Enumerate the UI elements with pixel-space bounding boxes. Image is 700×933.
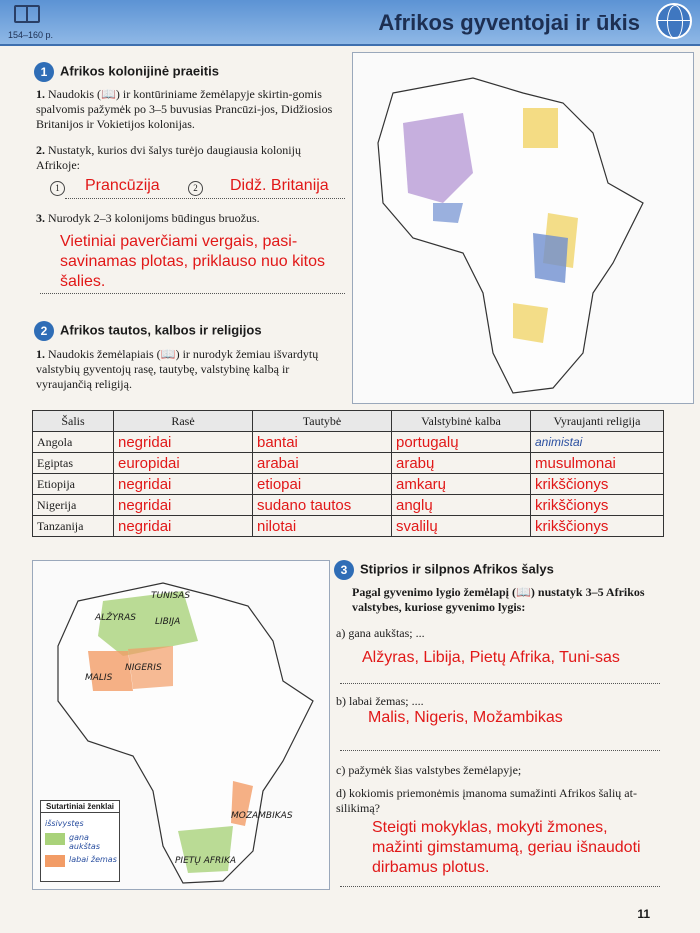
question-3-b: b) labai žemas; .... — [336, 694, 424, 708]
page-number: 11 — [637, 907, 650, 921]
answer-row-2b: 2 — [188, 180, 203, 196]
question-1-2: 2. Nustatyk, kurios dvi šalys turėjo daugiausia kolonijų Afrikoje: — [36, 143, 301, 172]
question-1-1: 1. Naudokis (📖) ir kontūriniame žemėlapyje skirtin-gomis spalvomis pažymėk po 3–5 buvusias Prancūzi-jos, Didžiosios Britanijos ir Vokietijos kolonijas. — [36, 87, 333, 131]
country-cell: Angola — [33, 432, 114, 453]
section-title: Stiprios ir silpnos Afrikos šalys — [360, 561, 554, 577]
answer-line — [65, 198, 345, 199]
west-colonies — [433, 203, 463, 223]
label-libya: LIBIJA — [155, 617, 181, 627]
table-header-row — [33, 411, 664, 432]
religion-cell: krikščionys — [531, 516, 664, 537]
section-number: 2 — [34, 321, 54, 341]
nation-cell: nilotai — [253, 516, 392, 537]
legend-item-2: gana aukštas — [69, 833, 100, 851]
question-1-3: 3. Nurodyk 2–3 kolonijoms būdingus bruožus. — [36, 211, 260, 225]
religion-cell: krikščionys — [531, 495, 664, 516]
language-cell: portugalų — [392, 432, 531, 453]
africa-outline-map — [353, 53, 693, 403]
country-cell: Egiptas — [33, 453, 114, 474]
col-country: Šalis — [33, 411, 114, 432]
page-header — [0, 0, 700, 46]
country-cell: Nigerija — [33, 495, 114, 516]
table-row — [33, 516, 664, 537]
book-icon — [14, 5, 40, 23]
page-title: Afrikos gyventojai ir ūkis — [378, 10, 640, 35]
colonial-map — [352, 52, 694, 404]
map-legend — [40, 800, 120, 882]
question-3-c: c) pažymėk šias valstybes žemėlapyje; — [336, 763, 522, 777]
legend-swatch-orange — [45, 855, 65, 867]
language-cell: svalilų — [392, 516, 531, 537]
legend-title: Sutartiniai ženklai — [41, 801, 119, 813]
answer-2-1: Prancūzija — [85, 177, 160, 194]
col-religion: Vyraujanti religija — [531, 411, 664, 432]
table-row — [33, 495, 664, 516]
answer-row-2: 1 — [50, 180, 65, 196]
south-colony — [513, 303, 548, 343]
nation-cell: etiopai — [253, 474, 392, 495]
nation-cell: sudano tautos — [253, 495, 392, 516]
table-row — [33, 432, 664, 453]
peoples-table — [32, 410, 664, 537]
language-cell: arabų — [392, 453, 531, 474]
page-reference: 154–160 p. — [8, 30, 54, 40]
religion-cell: musulmonai — [531, 453, 664, 474]
section-1-heading — [34, 62, 219, 82]
nation-cell: arabai — [253, 453, 392, 474]
race-cell: negridai — [114, 516, 253, 537]
section-title: Afrikos kolonijinė praeitis — [60, 63, 219, 79]
legend-item-3: labai žemas — [69, 855, 117, 864]
religion-cell: animistai — [531, 432, 664, 453]
language-cell: amkarų — [392, 474, 531, 495]
answer-3-b: Malis, Nigeris, Možambikas — [368, 709, 563, 726]
section-number: 1 — [34, 62, 54, 82]
table-row — [33, 474, 664, 495]
answer-2-2: Didž. Britanija — [230, 177, 329, 194]
question-3-a: a) gana aukštas; ... — [336, 626, 425, 640]
answer-line — [40, 293, 345, 294]
globe-icon — [656, 3, 692, 39]
col-nation: Tautybė — [253, 411, 392, 432]
answer-3-d: Steigti mokyklas, mokyti žmones, mažinti gimstamumą, geriau išnaudoti dirbamus plotus. — [372, 819, 641, 876]
religion-cell: krikščionys — [531, 474, 664, 495]
section-2-heading — [34, 321, 262, 341]
answer-line — [340, 750, 660, 751]
col-language: Valstybinė kalba — [392, 411, 531, 432]
label-south-africa: PIETŲ AFRIKA — [175, 856, 237, 866]
legend-item-1: išsivystęs — [45, 819, 84, 828]
label-tunisia: TUNISAS — [151, 591, 191, 601]
label-niger: NIGERIS — [125, 663, 162, 673]
answer-line — [340, 683, 660, 684]
question-3-d: d) kokiomis priemonėmis įmanoma sumažinti Afrikos šalių at-silikimą? — [336, 786, 637, 815]
east-blue-colony — [533, 233, 568, 283]
country-cell: Tanzanija — [33, 516, 114, 537]
label-algeria: ALŽYRAS — [95, 613, 136, 623]
language-cell: anglų — [392, 495, 531, 516]
label-mali: MALIS — [85, 673, 113, 683]
section-3-heading — [334, 560, 554, 580]
section-number: 3 — [334, 560, 354, 580]
answer-line — [340, 886, 660, 887]
race-cell: europidai — [114, 453, 253, 474]
nation-cell: bantai — [253, 432, 392, 453]
country-cell: Etiopija — [33, 474, 114, 495]
race-cell: negridai — [114, 474, 253, 495]
label-mozambique: MOZAMBIKAS — [231, 811, 293, 821]
answer-3-a: Alžyras, Libija, Pietų Afrika, Tuni-sas — [362, 649, 620, 666]
race-cell: negridai — [114, 495, 253, 516]
col-race: Rasė — [114, 411, 253, 432]
answer-3: Vietiniai paverčiami vergais, pasi-savinamas plotas, priklauso nuo kitos šalies. — [60, 233, 326, 290]
section-title: Afrikos tautos, kalbos ir religijos — [60, 322, 262, 338]
egypt-colony — [523, 108, 558, 148]
race-cell: negridai — [114, 432, 253, 453]
legend-swatch-green — [45, 833, 65, 845]
table-row — [33, 453, 664, 474]
section-3-intro: Pagal gyvenimo lygio žemėlapį (📖) nustatyk 3–5 Afrikos valstybes, kuriose gyvenimo lygis: — [352, 585, 645, 614]
question-2-1: 1. Naudokis žemėlapiais (📖) ir nurodyk žemiau išvardytų valstybių gyventojų rasę, tautybę, valstybinę kalbą ir vyraujančią religiją. — [36, 347, 319, 391]
